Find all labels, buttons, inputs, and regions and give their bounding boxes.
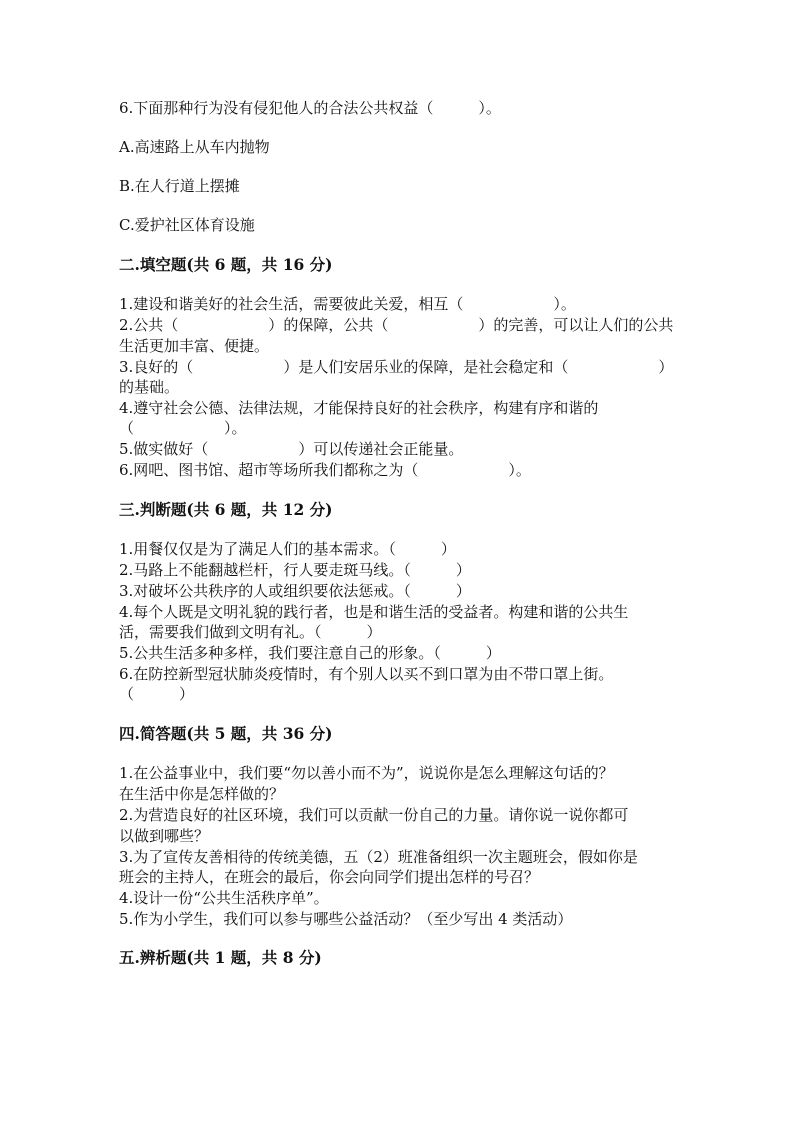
true-false-line: （ ） [119,685,195,703]
q6-option-b: B.在人行道上摆摊 [119,177,240,195]
section-title-analysis: 五.辨析题(共 1 题，共 8 分) [119,948,322,967]
fill-blank-line: 5.做实做好（ ）可以传递社会正能量。 [119,440,464,458]
fill-blank-line: 6.网吧、图书馆、超市等场所我们都称之为（ ）。 [119,461,531,479]
short-answer-line: 4.设计一份“公共生活秩序单”。 [119,889,329,907]
short-answer-line: 以做到哪些？ [119,827,210,845]
q6-stem: 6.下面那种行为没有侵犯他人的合法公共权益（ ）。 [119,99,501,117]
true-false-line: 3.对破坏公共秩序的人或组织要依法惩戒。（ ） [119,582,471,600]
short-answer-line: 3.为了宣传友善相待的传统美德，五（2）班准备组织一次主题班会，假如你是 [119,848,638,866]
true-false-line: 4.每个人既是文明礼貌的践行者，也是和谐生活的受益者。构建和谐的公共生 [119,603,629,621]
fill-blank-line: （ ）。 [119,419,247,437]
fill-blank-line: 2.公共（ ）的保障，公共（ ）的完善，可以让人们的公共 [119,316,674,334]
section-title-short-answer: 四.简答题(共 5 题，共 36 分) [119,724,333,743]
true-false-line: 5.公共生活多种多样，我们要注意自己的形象。（ ） [119,644,501,662]
fill-blank-line: 3.良好的（ ）是人们安居乐业的保障，是社会稳定和（ ） [119,358,674,376]
fill-blank-line: 生活更加丰富、便捷。 [119,337,270,355]
short-answer-line: 1.在公益事业中，我们要“勿以善小而不为”，说说你是怎么理解这句话的？ [119,764,614,782]
true-false-line: 2.马路上不能翻越栏杆，行人要走斑马线。（ ） [119,561,471,579]
fill-blank-line: 4.遵守社会公德、法律法规，才能保持良好的社会秩序，构建有序和谐的 [119,399,599,417]
short-answer-line: 在生活中你是怎样做的？ [119,785,285,803]
section-title-true-false: 三.判断题(共 6 题，共 12 分) [119,500,333,519]
short-answer-line: 班会的主持人，在班会的最后，你会向同学们提出怎样的号召？ [119,868,540,886]
fill-blank-line: 1.建设和谐美好的社会生活，需要彼此关爱，相互（ ）。 [119,295,576,313]
true-false-line: 活，需要我们做到文明有礼。（ ） [119,623,382,641]
true-false-line: 6.在防控新型冠状肺炎疫情时，有个别人以买不到口罩为由不带口罩上街。 [119,665,614,683]
section-title-fill-blank: 二.填空题(共 6 题，共 16 分) [119,255,333,274]
q6-option-a: A.高速路上从车内抛物 [119,138,270,156]
true-false-line: 1.用餐仅仅是为了满足人们的基本需求。（ ） [119,540,456,558]
short-answer-line: 5.作为小学生，我们可以参与哪些公益活动？（至少写出 4 类活动） [119,910,573,928]
fill-blank-line: 的基础。 [119,378,180,396]
q6-option-c: C.爱护社区体育设施 [119,216,255,234]
short-answer-line: 2.为营造良好的社区环境，我们可以贡献一份自己的力量。请你说一说你都可 [119,806,629,824]
